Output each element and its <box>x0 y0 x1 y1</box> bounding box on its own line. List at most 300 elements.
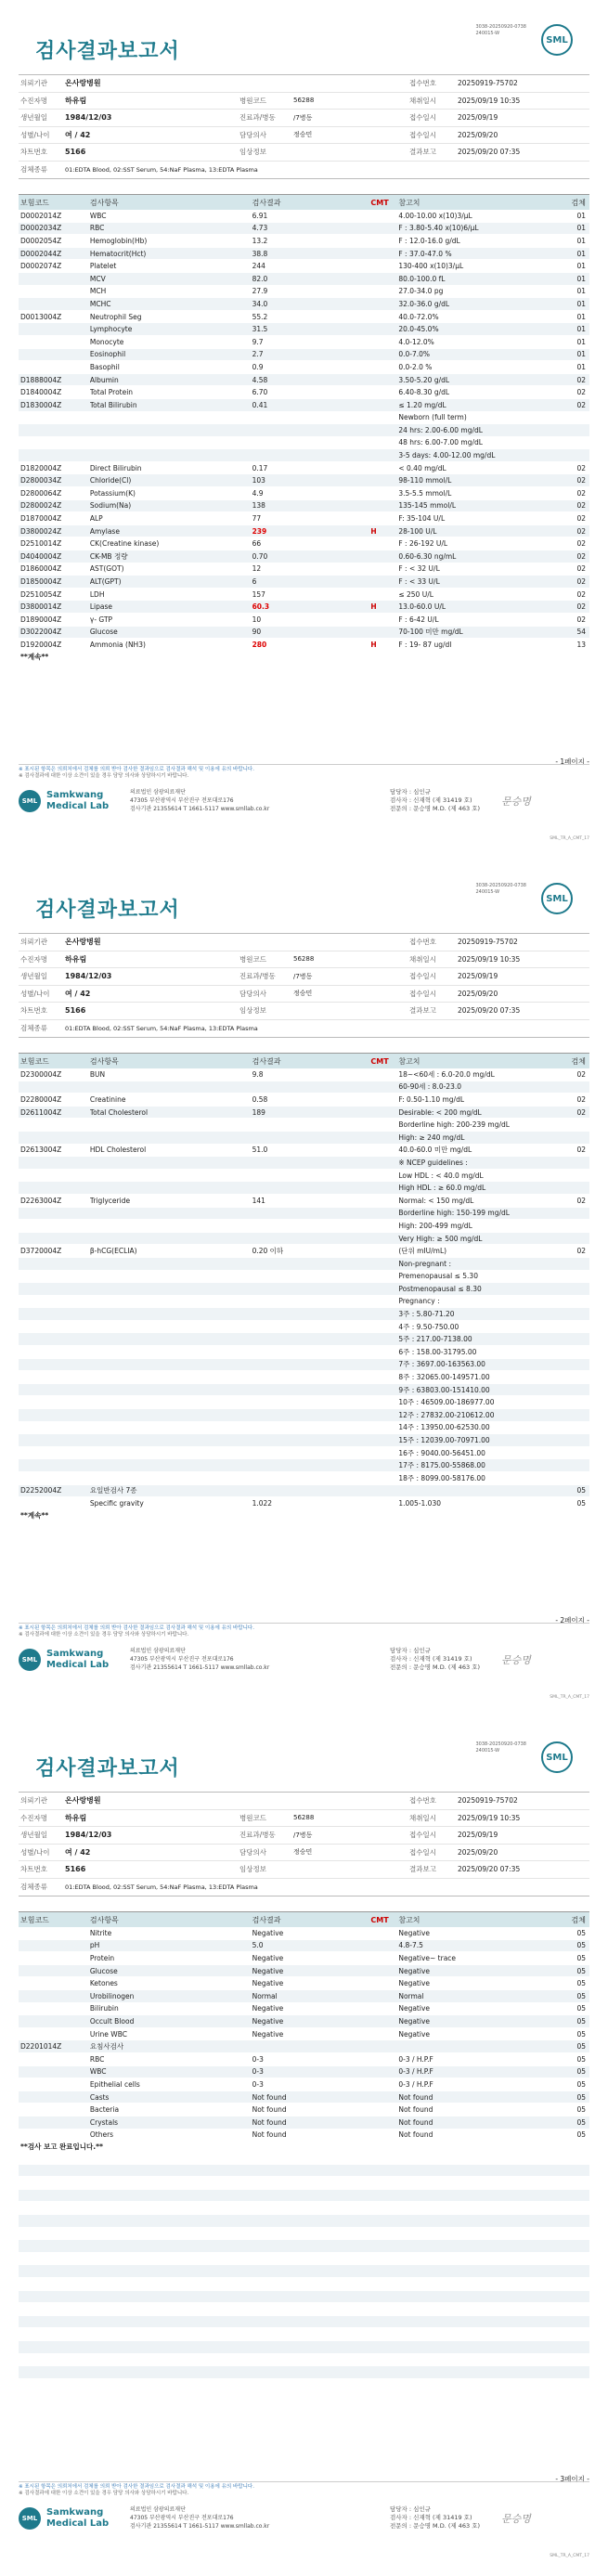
info-row <box>19 986 589 1003</box>
patient-info <box>19 1792 589 1896</box>
info-value: 2025/09/20 07:35 <box>458 148 521 157</box>
footer-note <box>19 2481 589 2497</box>
table-row <box>19 563 589 576</box>
table-cell: Total Bilirubin <box>89 400 137 409</box>
table-cell: D0002014Z <box>20 211 62 220</box>
table-cell: Negative <box>398 2016 431 2026</box>
table-row <box>19 1157 589 1170</box>
page-header <box>17 0 591 74</box>
table-cell: Nitrite <box>89 1928 112 1937</box>
table-cell: F : 6-42 U/L <box>398 615 439 624</box>
table-cell: Not found <box>252 2105 287 2115</box>
table-cell: D1860004Z <box>20 564 62 574</box>
table-cell: D0002034Z <box>20 224 62 233</box>
document-number: 3038-20250920-0738 240015-W <box>475 1741 526 1754</box>
info-label: 검체종류 <box>20 165 47 175</box>
table-cell: 244 <box>252 262 265 271</box>
table-cell: 01 <box>576 211 586 220</box>
org-line: 검사기관 21355614 T 1661-5117 www.smllab.co.kr <box>130 806 270 812</box>
info-label: 진료과/병동 <box>239 972 276 981</box>
table-cell: 05 <box>576 2130 586 2140</box>
table-cell: Bilirubin <box>89 2004 119 2013</box>
table-cell: Chloride(Cl) <box>89 476 132 485</box>
table-cell: Total Cholesterol <box>89 1107 149 1117</box>
info-row <box>19 75 589 93</box>
table-cell: 0.9 <box>252 362 264 371</box>
table-cell: D3800014Z <box>20 602 62 612</box>
table-cell: F : < 32 U/L <box>398 564 440 574</box>
table-cell: D2613004Z <box>20 1146 62 1155</box>
empty-row <box>19 2253 589 2266</box>
table-row <box>19 1990 589 2003</box>
table-row <box>19 1396 589 1409</box>
table-row <box>19 1308 589 1321</box>
table-cell: CK(Creatine kinase) <box>89 539 160 549</box>
table-row <box>19 1271 589 1284</box>
table-cell: 3.50-5.20 g/dL <box>398 375 450 384</box>
table-cell: Negative <box>252 2016 284 2026</box>
table-cell: CK-MB 정량 <box>89 551 128 561</box>
table-cell: Negative <box>398 2029 431 2039</box>
table-cell: 141 <box>252 1196 265 1205</box>
table-cell: Pregnancy : <box>398 1297 440 1306</box>
info-value: 1984/12/03 <box>65 1831 112 1840</box>
table-cell: < 0.40 mg/dL <box>398 463 446 472</box>
table-row <box>19 474 589 487</box>
table-cell: Very High: ≥ 500 mg/dL <box>398 1234 483 1243</box>
info-label: 진료과/병동 <box>239 113 276 123</box>
table-cell: 13.2 <box>252 236 268 245</box>
info-row <box>19 968 589 986</box>
table-cell: 05 <box>576 2092 586 2102</box>
table-row <box>19 627 589 640</box>
table-cell: Crystals <box>89 2117 119 2127</box>
table-cell: 66 <box>252 539 262 549</box>
table-cell: D2800064Z <box>20 488 62 498</box>
table-cell: Negative <box>252 1966 284 1975</box>
table-cell: 0.58 <box>252 1094 268 1104</box>
table-cell: 54 <box>576 628 586 637</box>
table-cell: H <box>370 602 377 612</box>
table-cell: 130-400 x(10)3/μL <box>398 262 464 271</box>
table-cell: 31.5 <box>252 325 268 334</box>
table-cell: D2611004Z <box>20 1107 62 1117</box>
table-cell: 34.0 <box>252 299 268 308</box>
empty-row <box>19 2190 589 2203</box>
table-cell: Direct Bilirubin <box>89 463 142 472</box>
table-cell: 51.0 <box>252 1146 268 1155</box>
table-row <box>19 1132 589 1145</box>
table-cell: H <box>370 640 377 649</box>
page-header <box>17 859 591 933</box>
info-label: 채취일시 <box>409 1813 436 1822</box>
note-line: ※ 검사결과에 대한 이상 소견이 있을 경우 담당 의사와 상담하시기 바랍니다. <box>19 2491 189 2496</box>
info-label: 병원코드 <box>239 96 266 105</box>
signature-line: 전문의 : 문승명 M.D. (제 463 호) <box>390 805 481 812</box>
table-row <box>19 1333 589 1346</box>
table-cell: Negative <box>252 1953 284 1962</box>
table-cell: F : 26-192 U/L <box>398 539 448 549</box>
table-cell: F: 35-104 U/L <box>398 514 446 524</box>
empty-row <box>19 2265 589 2278</box>
table-cell: 0-3 <box>252 2079 264 2089</box>
info-label: 병원코드 <box>239 954 266 964</box>
info-value: 2025/09/20 <box>458 1847 498 1857</box>
table-row <box>19 1094 589 1107</box>
table-cell: 280 <box>252 640 267 649</box>
table-cell: Others <box>89 2130 114 2140</box>
table-cell: 98-110 mmol/L <box>398 476 452 485</box>
footer-note <box>19 764 589 780</box>
lab-logo-icon: SML <box>19 2507 41 2530</box>
report-title: 검사결과보고서 <box>35 1757 180 1780</box>
table-row <box>19 614 589 627</box>
info-label: 차트번호 <box>20 1006 47 1016</box>
table-row <box>19 1220 589 1233</box>
continuation-text: **계속** <box>20 1510 49 1520</box>
table-cell: 16주 : 9040.00-56451.00 <box>398 1448 485 1457</box>
table-cell: 02 <box>576 514 586 524</box>
info-row <box>19 162 589 179</box>
table-row <box>19 1977 589 1990</box>
table-cell: 28-100 U/L <box>398 526 437 536</box>
table-cell: 05 <box>576 2042 586 2052</box>
table-cell: 18~<60세 : 6.0-20.0 mg/dL <box>398 1069 495 1079</box>
report-page <box>0 1717 608 2576</box>
table-cell: 0.20 이하 <box>252 1247 284 1256</box>
table-cell: 40.0-72.0% <box>398 312 439 321</box>
signatures <box>390 788 480 813</box>
table-row <box>19 639 589 652</box>
table-cell: MCV <box>89 274 106 283</box>
empty-row <box>19 2366 589 2379</box>
column-header: CMT <box>370 1056 389 1066</box>
table-row <box>19 374 589 387</box>
table-cell: D1890004Z <box>20 615 62 624</box>
info-value: 2025/09/19 10:35 <box>458 954 521 964</box>
table-cell: 요침사검사 <box>89 2042 124 2052</box>
table-cell: Low HDL : < 40.0 mg/dL <box>398 1171 484 1180</box>
page-footer <box>19 1615 589 1717</box>
document-number: 3038-20250920-0738 240015-W <box>475 24 526 36</box>
signature-line: 검사자 : 신재혁 (제 31419 호) <box>390 1655 472 1663</box>
table-row <box>19 336 589 349</box>
table-cell: 82.0 <box>252 274 268 283</box>
table-row <box>19 2003 589 2016</box>
table-cell: D2201014Z <box>20 2042 62 2052</box>
table-row <box>19 1107 589 1120</box>
table-cell: 0.17 <box>252 463 268 472</box>
info-label: 병원코드 <box>239 1813 266 1822</box>
table-cell: 01 <box>576 299 586 308</box>
note-line: ※ 표시된 항목은 의뢰처에서 검체를 의뢰 받아 검사한 결과임으로 검사결과 해석 및 이용에 유의 바랍니다. <box>19 2484 254 2490</box>
lab-logo <box>19 790 109 812</box>
empty-row <box>19 2215 589 2228</box>
table-cell: 05 <box>576 1991 586 2000</box>
table-cell: 9.8 <box>252 1069 264 1079</box>
empty-row <box>19 2354 589 2367</box>
table-cell: 157 <box>252 589 265 599</box>
table-row <box>19 1497 589 1510</box>
table-row <box>19 1965 589 1978</box>
table-cell: 05 <box>576 1979 586 1988</box>
info-label: 의뢰기관 <box>20 1796 47 1806</box>
info-value: 20250919-75702 <box>458 1796 518 1806</box>
table-row <box>19 462 589 475</box>
page-header <box>17 1717 591 1792</box>
info-value: 2025/09/19 10:35 <box>458 1813 521 1822</box>
table-cell: D1920004Z <box>20 640 62 649</box>
info-row <box>19 1810 589 1828</box>
table-row <box>19 349 589 362</box>
report-title: 검사결과보고서 <box>35 899 180 922</box>
info-row <box>19 1879 589 1896</box>
lab-name <box>46 790 109 812</box>
table-cell: 14주 : 13950.00-62530.00 <box>398 1423 490 1432</box>
table-cell: 02 <box>576 476 586 485</box>
table-cell: Monocyte <box>89 337 124 346</box>
org-line: 의료법인 삼광의료재단 <box>130 2506 186 2513</box>
table-cell: 4.8-7.5 <box>398 1941 423 1950</box>
info-label: 임상정보 <box>239 1865 266 1874</box>
column-header: 검사항목 <box>89 1915 119 1924</box>
table-cell: 27.0-34.0 pg <box>398 287 444 296</box>
info-row <box>19 1020 589 1038</box>
table-cell: F : 12.0-16.0 g/dL <box>398 236 460 245</box>
table-row <box>19 260 589 273</box>
table-row <box>19 1927 589 1940</box>
table-cell: 32.0-36.0 g/dL <box>398 299 450 308</box>
form-version: SML_TR_A_CMT_17 <box>550 836 589 841</box>
info-row <box>19 1845 589 1862</box>
table-row <box>19 1068 589 1081</box>
table-cell: 01 <box>576 262 586 271</box>
table-row <box>19 223 589 236</box>
empty-row <box>19 2303 589 2316</box>
table-row <box>19 286 589 299</box>
table-row <box>19 1296 589 1309</box>
table-cell: High: ≥ 240 mg/dL <box>398 1133 465 1142</box>
column-header: 보험코드 <box>20 198 49 207</box>
table-row <box>19 386 589 399</box>
page-footer <box>19 757 589 859</box>
table-row <box>19 437 589 450</box>
table-cell: 02 <box>576 589 586 599</box>
table-row <box>19 361 589 374</box>
table-row <box>19 1283 589 1296</box>
table-row <box>19 1258 589 1271</box>
info-label: 검체종류 <box>20 1024 47 1033</box>
info-row <box>19 934 589 951</box>
report-page <box>0 859 608 1717</box>
table-cell: 4.00-10.00 x(10)3/μL <box>398 211 472 220</box>
table-cell: D3022004Z <box>20 628 62 637</box>
info-label: 수진자명 <box>20 1813 47 1822</box>
table-row <box>19 1245 589 1258</box>
table-cell: Normal: < 150 mg/dL <box>398 1196 474 1205</box>
info-label: 성별/나이 <box>20 1847 50 1857</box>
table-cell: 12주 : 27832.00-210612.00 <box>398 1410 495 1419</box>
table-cell: 01 <box>576 236 586 245</box>
table-cell: BUN <box>89 1069 106 1079</box>
table-cell: Borderline high: 150-199 mg/dL <box>398 1209 510 1218</box>
info-label: 생년월일 <box>20 972 47 981</box>
table-cell: 9.7 <box>252 337 264 346</box>
table-row <box>19 1208 589 1221</box>
table-cell: 요일반검사 7종 <box>89 1486 137 1495</box>
lab-name-line: Medical Lab <box>46 1660 110 1670</box>
table-cell: Potassium(K) <box>89 488 136 498</box>
specimen-value: 01:EDTA Blood, 02:SST Serum, 54:NaF Plasma, 13:EDTA Plasma <box>65 1883 258 1891</box>
table-row <box>19 1195 589 1208</box>
results-table <box>19 1053 589 1521</box>
info-label: 접수일시 <box>409 989 436 998</box>
table-cell: F : 37.0-47.0 % <box>398 249 452 258</box>
table-cell: Negative <box>398 1979 431 1988</box>
note-line: ※ 표시된 항목은 의뢰처에서 검체를 의뢰 받아 검사한 결과임으로 검사결과 해석 및 이용에 유의 바랍니다. <box>19 767 254 772</box>
info-value: 56288 <box>293 1814 315 1822</box>
table-row <box>19 2040 589 2053</box>
results-table <box>19 1911 589 2391</box>
table-cell: F : 3.80-5.40 x(10)6/μL <box>398 224 479 233</box>
column-header: 참고치 <box>398 1915 420 1924</box>
table-cell: 13.0-60.0 U/L <box>398 602 446 612</box>
continuation-text: **계속** <box>20 652 49 661</box>
page-number: - 1페이지 - <box>555 757 589 766</box>
column-header: 검사항목 <box>89 198 119 207</box>
table-row <box>19 576 589 589</box>
table-cell: γ- GTP <box>89 615 113 624</box>
table-cell: 7주 : 3697.00-163563.00 <box>398 1360 485 1369</box>
info-label: 담당의사 <box>239 989 266 998</box>
signature-line: 검사자 : 신재혁 (제 31419 호) <box>390 796 472 804</box>
table-row <box>19 537 589 550</box>
table-cell: Not found <box>252 2117 287 2127</box>
table-cell: 0-3 / H.P.F <box>398 2079 433 2089</box>
lab-name-line: Samkwang <box>46 790 104 800</box>
org-line: 47305 부산광역시 부산진구 전포대로176 <box>130 797 234 804</box>
info-value: 정승민 <box>293 990 313 998</box>
info-row <box>19 1861 589 1879</box>
table-cell: 05 <box>576 2054 586 2064</box>
table-cell: 01 <box>576 312 586 321</box>
column-header: 검사결과 <box>252 1056 281 1066</box>
table-row <box>19 1081 589 1094</box>
table-cell: 01 <box>576 362 586 371</box>
table-cell: D1820004Z <box>20 463 62 472</box>
table-cell: 5.0 <box>252 1941 264 1950</box>
table-cell: Sodium(Na) <box>89 501 132 511</box>
table-cell: Desirable: < 200 mg/dL <box>398 1107 482 1117</box>
empty-row <box>19 2341 589 2354</box>
table-cell: 24 hrs: 2.00-6.00 mg/dL <box>398 425 483 434</box>
table-cell: pH <box>89 1941 100 1950</box>
table-cell: 135-145 mmol/L <box>398 501 457 511</box>
table-cell: Specific gravity <box>89 1498 144 1508</box>
handwritten-signature: 문승명 <box>501 1654 531 1666</box>
table-cell: Not found <box>398 2092 433 2102</box>
table-cell: Negative <box>398 2004 431 2013</box>
table-header <box>19 1912 589 1927</box>
table-cell: 4.58 <box>252 375 268 384</box>
patient-info <box>19 933 589 1038</box>
table-cell: Urine WBC <box>89 2029 127 2039</box>
table-cell: AST(GOT) <box>89 564 124 574</box>
table-cell: 02 <box>576 539 586 549</box>
column-header: 검사결과 <box>252 198 281 207</box>
table-cell: 05 <box>576 1941 586 1950</box>
table-cell: β-hCG(ECLIA) <box>89 1247 137 1256</box>
info-row <box>19 951 589 969</box>
table-row <box>19 2015 589 2028</box>
lab-logo <box>19 1649 109 1671</box>
table-row <box>19 1952 589 1965</box>
table-cell: 13 <box>576 640 586 649</box>
sml-logo: SML <box>541 24 573 56</box>
table-cell: 4.9 <box>252 488 264 498</box>
table-cell: 3.5-5.5 mmol/L <box>398 488 452 498</box>
info-value: 정승민 <box>293 1848 313 1857</box>
info-value: 하유림 <box>65 96 87 105</box>
table-cell: D1870004Z <box>20 514 62 524</box>
table-row <box>19 2104 589 2116</box>
info-label: 접수번호 <box>409 938 436 947</box>
info-label: 채취일시 <box>409 96 436 105</box>
table-cell: 05 <box>576 2029 586 2039</box>
info-value: /7병동 <box>293 1831 313 1839</box>
table-header <box>19 1054 589 1068</box>
table-cell: Bacteria <box>89 2105 120 2115</box>
info-value: 2025/09/19 <box>458 1831 498 1840</box>
table-cell: 2.7 <box>252 350 264 359</box>
info-label: 결과보고 <box>409 1006 436 1016</box>
table-row <box>19 311 589 324</box>
info-value: 정승민 <box>293 131 313 139</box>
info-label: 접수일시 <box>409 130 436 139</box>
page-number: - 3페이지 - <box>555 2475 589 2483</box>
table-row <box>19 525 589 538</box>
table-cell: Negative <box>252 1979 284 1988</box>
document-number: 3038-20250920-0738 240015-W <box>475 883 526 895</box>
table-cell: 01 <box>576 337 586 346</box>
table-cell: 02 <box>576 615 586 624</box>
table-cell: 01 <box>576 325 586 334</box>
signature-line: 검사자 : 신재혁 (제 31419 호) <box>390 2514 472 2521</box>
table-cell: 3주 : 5.80-71.20 <box>398 1310 455 1319</box>
table-cell: ALP <box>89 514 103 524</box>
info-row <box>19 144 589 162</box>
table-cell: 02 <box>576 1146 586 1155</box>
info-value: 여 / 42 <box>65 130 91 139</box>
info-label: 수진자명 <box>20 954 47 964</box>
info-label: 의뢰기관 <box>20 938 47 947</box>
table-cell: 05 <box>576 1953 586 1962</box>
table-cell: 02 <box>576 501 586 511</box>
table-cell: 0-3 <box>252 2067 264 2077</box>
table-cell: ALT(GPT) <box>89 577 122 587</box>
table-cell: 4.0-12.0% <box>398 337 434 346</box>
specimen-value: 01:EDTA Blood, 02:SST Serum, 54:NaF Plasma, 13:EDTA Plasma <box>65 165 258 174</box>
info-row <box>19 1793 589 1810</box>
table-cell: 05 <box>576 2105 586 2115</box>
org-line: 검사기관 21355614 T 1661-5117 www.smllab.co.kr <box>130 1664 270 1671</box>
table-row <box>19 487 589 500</box>
table-cell: 12 <box>252 564 262 574</box>
table-cell: D3800024Z <box>20 526 62 536</box>
org-line: 검사기관 21355614 T 1661-5117 www.smllab.co.kr <box>130 2523 270 2530</box>
table-cell: RBC <box>89 2054 105 2064</box>
table-row <box>19 1346 589 1359</box>
